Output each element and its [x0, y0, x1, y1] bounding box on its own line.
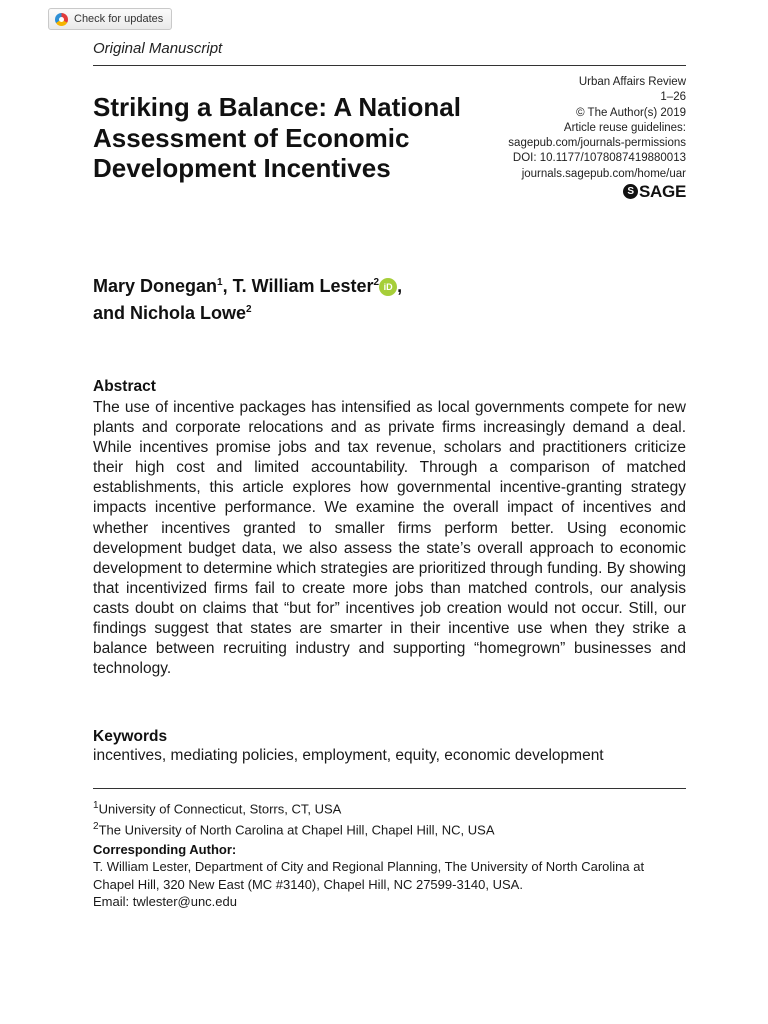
check-for-updates-button[interactable] [48, 8, 172, 30]
keywords-heading: Keywords [93, 728, 168, 745]
author-list: Mary Donegan$^1$, T. William Lester$^2$ iD , and Nichola Lowe$^2$ [93, 276, 403, 323]
affiliation-text: University of Connecticut, Storrs, CT, USA [98, 801, 342, 817]
doi-link[interactable]: DOI: 10.1177/1078087419880013 [512, 152, 686, 165]
corresponding-author-heading: Corresponding Author: [93, 842, 237, 857]
author-name: Mary Donegan [93, 276, 218, 296]
reuse-guidelines-link[interactable]: sagepub.com/journals-permissions [508, 137, 686, 150]
footnote-divider [93, 788, 686, 789]
author-affiliation-mark: 2 [246, 304, 252, 315]
article-title: Striking a Balance: A National Assessment of Economic Development Incentives [93, 92, 461, 183]
corresponding-author-address: T. William Lester, Department of City and Regional Planning, The University of North Carolina at Chapel Hill, 320 New East (MC #3140), Chapel Hill, NC 27599-3140, USA. [93, 859, 645, 892]
author-affiliation-mark: 1 [217, 277, 223, 288]
check-for-updates-label: Check for updates [74, 13, 164, 25]
affiliations [93, 797, 495, 840]
sage-logo-icon: S [623, 184, 638, 199]
header-divider [93, 65, 686, 66]
journal-homepage-link[interactable]: journals.sagepub.com/home/uar [521, 167, 686, 180]
abstract-heading: Abstract [93, 378, 156, 395]
corresponding-author-email[interactable]: Email: twlester@unc.edu [93, 894, 237, 909]
author-affiliation-mark: 2 [373, 277, 380, 288]
affiliation-item [93, 797, 495, 818]
author-joiner: and [93, 303, 126, 323]
crossmark-icon [55, 13, 68, 26]
publisher-name: SAGE [639, 182, 686, 202]
orcid-icon[interactable]: iD [379, 278, 397, 296]
affiliation-number: 2 [93, 821, 99, 833]
affiliation-number: 1 [93, 800, 99, 811]
publisher-logo [508, 182, 686, 202]
page-range: 1–26 [660, 91, 686, 104]
author-name: T. William Lester [232, 276, 374, 296]
journal-name: Urban Affairs Review [578, 76, 686, 88]
article-type-label: Original Manuscript [93, 40, 223, 57]
copyright: © The Author(s) 2019 [576, 106, 686, 119]
affiliation-text: The University of North Carolina at Chapel Hill, Chapel Hill, NC, USA [98, 822, 495, 838]
abstract-text: The use of incentive packages has intensified as local governments compete for new plants and corporate relocations and as private firms increasingly demand a deal. While incentives promise jobs and tax revenue, scholars and practitioners criticize their high cost and limited accountability. Through a comparison of matched establishments, this article explores how governmental incentive-granting strategy impacts incentive performance. We examine the overall impact of incentives and whether incentives granted to smaller firms perform better. Using economic development budget data, we also assess the state’s overall approach to economic development to determine which strategies are prioritized through funding. By showing that incentivized firms fail to create more jobs than matched controls, our analysis casts doubt on claims that “but for” incentives job creation would not occur. Still, our findings suggest that states are smarter in their incentive use when they strike a balance between recruiting industry and supporting “homegrown” businesses and technology. [93, 399, 686, 678]
affiliation-item [93, 818, 495, 839]
reuse-guidelines-label: Article reuse guidelines: [563, 121, 686, 134]
corresponding-author-details [93, 858, 653, 911]
journal-info [508, 75, 686, 202]
author-name: Nichola Lowe [130, 303, 247, 323]
keywords-text: incentives, mediating policies, employment, equity, economic development [93, 747, 604, 764]
